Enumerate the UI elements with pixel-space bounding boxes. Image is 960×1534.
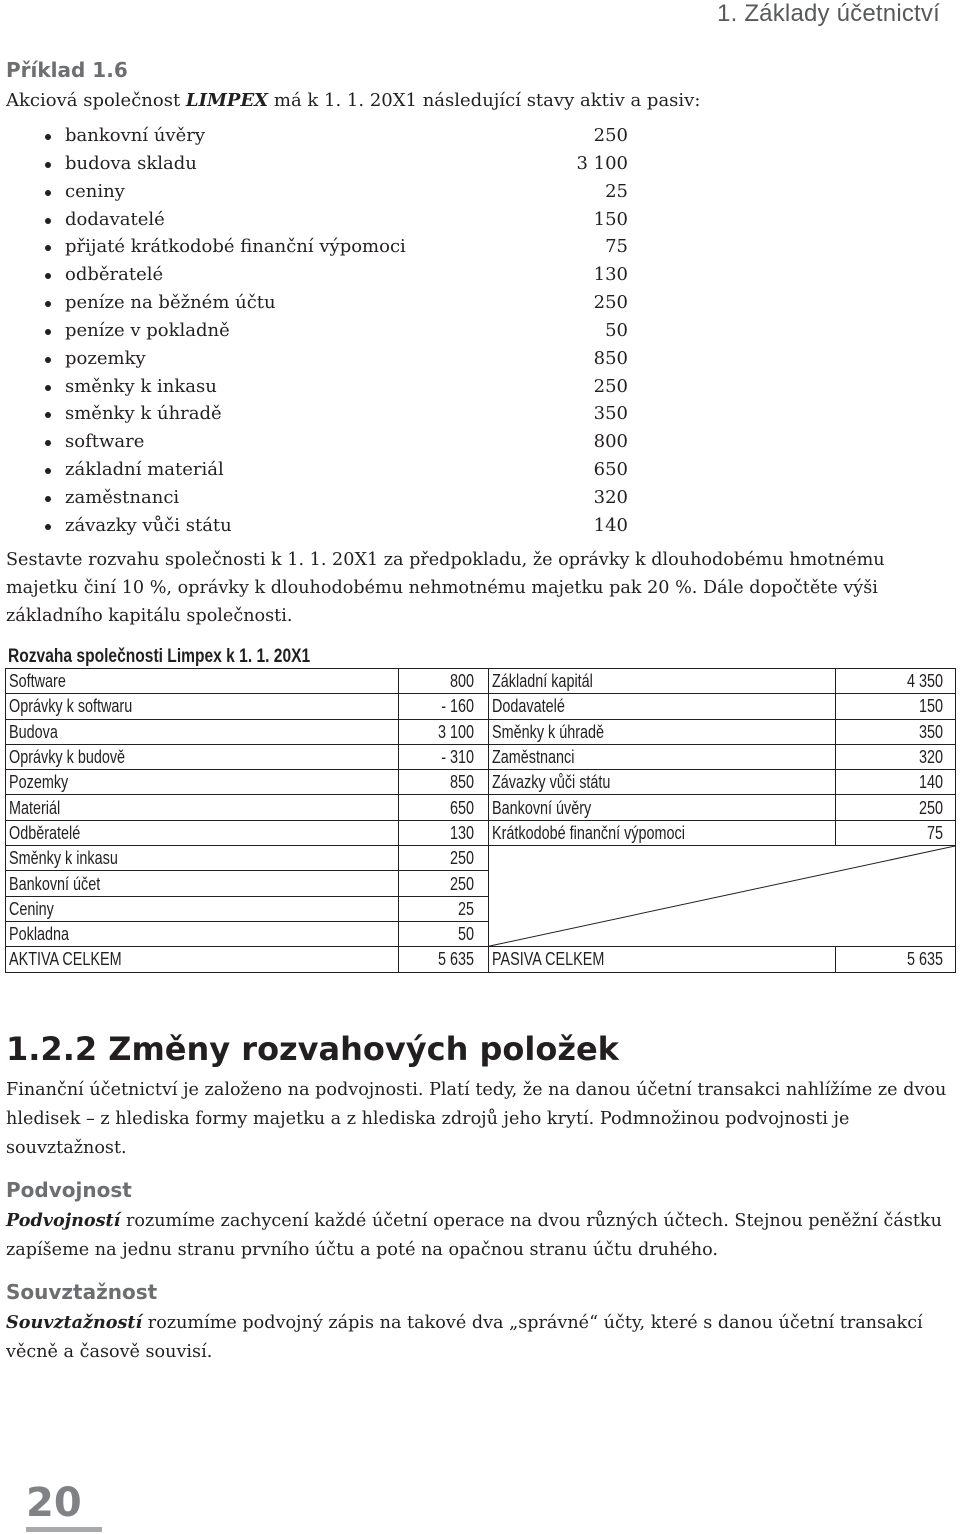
task-text: Sestavte rozvahu společnosti k 1. 1. 20X1 za předpokladu, že oprávky k dlouhodobému hmotnému majetku činí 10 %, oprávky k dlouhodobému nehmotnému majetku pak 20 %. Dále dopočtěte výši základního kapitálu společnosti.	[6, 550, 885, 626]
liabilities-total-value: 5 635	[836, 947, 956, 972]
item-value: 320	[593, 486, 628, 508]
item-label: směnky k inkasu	[65, 375, 217, 397]
asset-label: Ceniny	[6, 896, 399, 921]
table-row	[6, 770, 956, 795]
assets-total-label: AKTIVA CELKEM	[6, 947, 399, 972]
bullet-icon	[45, 385, 51, 391]
subheading-souvztaznost: Souvztažnost	[6, 1280, 158, 1304]
table-row	[6, 694, 956, 719]
list-item	[0, 122, 660, 150]
item-label: software	[65, 431, 145, 453]
example-title: Příklad 1.6	[6, 58, 128, 82]
asset-label: Software	[6, 669, 399, 694]
section-paragraph: Finanční účetnictví je založeno na podvojnosti. Platí tedy, že na danou účetní transakci nahlížíme ze dvou hledisek – z hlediska formy majetku a z hlediska zdrojů jeho krytí. Podmnožinou podvojnosti je souvztažnost.	[6, 1080, 947, 1158]
liabilities-total-label: PASIVA CELKEM	[489, 947, 836, 972]
bullet-icon	[45, 190, 51, 196]
item-label: zaměstnanci	[65, 486, 180, 508]
item-label: pozemky	[65, 347, 146, 369]
liability-label: Základní kapitál	[489, 669, 836, 694]
assets-total-value: 5 635	[399, 947, 489, 972]
list-item	[0, 206, 660, 234]
list-item	[0, 456, 660, 484]
asset-label: Budova	[6, 719, 399, 744]
liability-label: Krátkodobé finanční výpomoci	[489, 820, 836, 845]
bullet-icon	[45, 273, 51, 279]
list-item	[0, 150, 660, 178]
item-value: 75	[605, 236, 628, 258]
item-value: 50	[605, 319, 628, 341]
asset-value: 3 100	[399, 719, 489, 744]
list-item	[0, 484, 660, 512]
item-value: 650	[593, 459, 628, 481]
asset-label: Oprávky k budově	[6, 744, 399, 769]
asset-value: 250	[399, 846, 489, 871]
bullet-icon	[45, 245, 51, 251]
asset-label: Pokladna	[6, 921, 399, 946]
bullet-icon	[45, 440, 51, 446]
item-value: 250	[593, 292, 628, 314]
asset-label: Materiál	[6, 795, 399, 820]
souvztaznost-paragraph	[6, 1308, 956, 1367]
asset-label: Pozemky	[6, 770, 399, 795]
table-row	[6, 820, 956, 845]
asset-value: 850	[399, 770, 489, 795]
item-label: bankovní úvěry	[65, 125, 206, 146]
liability-label: Dodavatelé	[489, 694, 836, 719]
asset-label: Odběratelé	[6, 820, 399, 845]
item-value: 350	[593, 403, 628, 425]
definition-text: rozumíme zachycení každé účetní operace na dvou různých účtech. Stejnou peněžní částku zapíšeme na jednu stranu prvního účtu a poté na opačnou stranu účtu druhého.	[6, 1211, 942, 1260]
bullet-icon	[45, 162, 51, 168]
asset-label: Směnky k inkasu	[6, 846, 399, 871]
page-number-underline	[26, 1527, 102, 1532]
subheading-podvojnost: Podvojnost	[6, 1178, 132, 1202]
total-row	[6, 947, 956, 972]
list-item	[0, 373, 660, 401]
section-heading: 1.2.2 Změny rozvahových položek	[6, 1030, 619, 1068]
chapter-header: 1. Základy účetnictví	[717, 0, 940, 27]
list-item	[0, 317, 660, 345]
item-label: závazky vůči státu	[65, 514, 232, 536]
asset-value: 130	[399, 820, 489, 845]
item-value: 25	[605, 180, 628, 202]
item-label: směnky k úhradě	[65, 403, 222, 425]
item-value: 800	[593, 431, 628, 453]
bullet-icon	[45, 412, 51, 418]
item-value: 250	[593, 125, 628, 146]
asset-value: 250	[399, 871, 489, 896]
bullet-icon	[45, 134, 51, 140]
list-item	[0, 261, 660, 289]
liability-value: 350	[836, 719, 956, 744]
bullet-icon	[45, 357, 51, 363]
list-item	[0, 178, 660, 206]
asset-label: Oprávky k softwaru	[6, 694, 399, 719]
table-row	[6, 846, 956, 871]
item-value: 850	[593, 347, 628, 369]
asset-value: - 310	[399, 744, 489, 769]
item-label: dodavatelé	[65, 208, 165, 230]
item-value: 150	[593, 208, 628, 230]
liability-value: 140	[836, 770, 956, 795]
table-row	[6, 744, 956, 769]
liability-value: 320	[836, 744, 956, 769]
item-label: budova skladu	[65, 152, 197, 174]
term: Podvojností	[6, 1210, 121, 1231]
company-name: LIMPEX	[185, 90, 269, 111]
item-value: 130	[593, 264, 628, 286]
bullet-icon	[45, 496, 51, 502]
item-value: 250	[593, 375, 628, 397]
table-row	[6, 669, 956, 694]
item-list	[0, 122, 660, 540]
item-label: peníze na běžném účtu	[65, 292, 276, 314]
balance-sheet-title: Rozvaha společnosti Limpex k 1. 1. 20X1	[8, 646, 311, 667]
empty-diagonal-cell	[489, 846, 956, 947]
item-label: ceniny	[65, 180, 125, 202]
list-item	[0, 400, 660, 428]
liability-label: Bankovní úvěry	[489, 795, 836, 820]
table-row	[6, 795, 956, 820]
item-label: odběratelé	[65, 264, 164, 286]
liability-label: Zaměstnanci	[489, 744, 836, 769]
liability-value: 4 350	[836, 669, 956, 694]
bullet-icon	[45, 468, 51, 474]
diagonal-line	[489, 846, 955, 946]
bullet-icon	[45, 524, 51, 530]
asset-value: 50	[399, 921, 489, 946]
example-intro	[6, 90, 700, 111]
liability-value: 150	[836, 694, 956, 719]
page-number: 20	[26, 1480, 82, 1526]
item-label: základní materiál	[65, 459, 224, 481]
item-label: peníze v pokladně	[65, 319, 230, 341]
definition-text: rozumíme podvojný zápis na takové dva „správné“ účty, které s danou účetní transakcí věcně a časově souvisí.	[6, 1313, 923, 1362]
table-row	[6, 719, 956, 744]
list-item	[0, 512, 660, 540]
bullet-icon	[45, 218, 51, 224]
item-value: 140	[593, 514, 628, 536]
intro-before: Akciová společnost	[6, 90, 186, 111]
term: Souvztažností	[6, 1312, 143, 1333]
list-item	[0, 289, 660, 317]
list-item	[0, 345, 660, 373]
bullet-icon	[45, 329, 51, 335]
intro-after: má k 1. 1. 20X1 následující stavy aktiv a pasiv:	[268, 90, 701, 111]
asset-value: 650	[399, 795, 489, 820]
bullet-icon	[45, 301, 51, 307]
asset-value: 25	[399, 896, 489, 921]
podvojnost-paragraph	[6, 1206, 956, 1265]
liability-label: Závazky vůči státu	[489, 770, 836, 795]
liability-label: Směnky k úhradě	[489, 719, 836, 744]
item-value: 3 100	[576, 152, 628, 174]
liability-value: 75	[836, 820, 956, 845]
list-item	[0, 233, 660, 261]
liability-value: 250	[836, 795, 956, 820]
list-item	[0, 428, 660, 456]
asset-value: - 160	[399, 694, 489, 719]
asset-label: Bankovní účet	[6, 871, 399, 896]
item-label: přijaté krátkodobé finanční výpomoci	[65, 236, 406, 258]
balance-sheet-table	[5, 668, 956, 973]
asset-value: 800	[399, 669, 489, 694]
